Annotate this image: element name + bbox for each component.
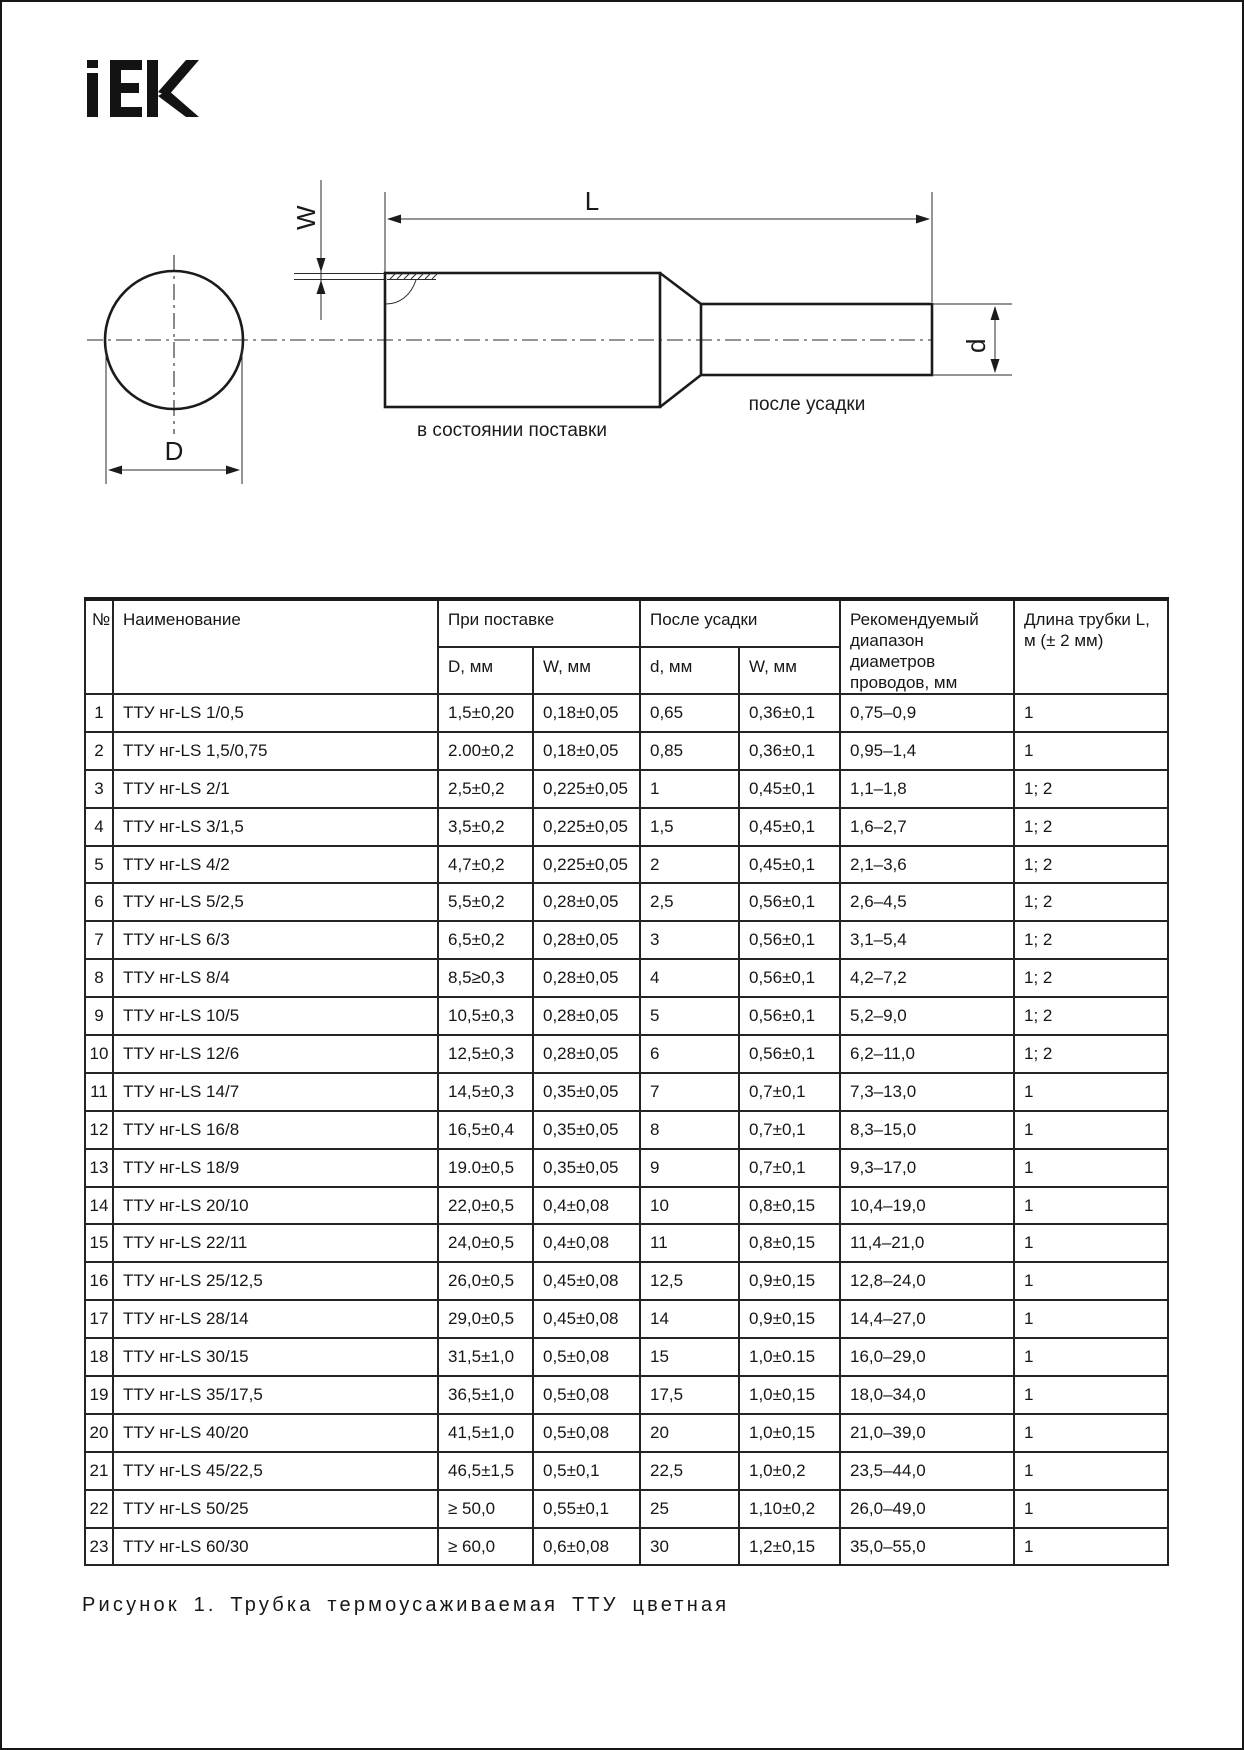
tube-length-value: 1; 2	[1014, 846, 1168, 884]
delivery-w-value: 0,28±0,05	[533, 1035, 640, 1073]
table-row	[85, 1149, 1168, 1187]
shrunk-w-value: 0,36±0,1	[739, 694, 840, 732]
delivery-w-value: 0,28±0,05	[533, 921, 640, 959]
shrunk-w-value: 1,0±0,2	[739, 1452, 840, 1490]
tube-length-value: 1	[1014, 694, 1168, 732]
delivery-w-value: 0,35±0,05	[533, 1111, 640, 1149]
shrunk-w-value: 0,7±0,1	[739, 1073, 840, 1111]
dim-label-D: D	[164, 436, 184, 466]
wire-range-value: 12,8–24,0	[840, 1262, 1014, 1300]
transition-top	[660, 273, 701, 304]
shrunk-d-value: 2,5	[640, 883, 739, 921]
row-number: 3	[85, 770, 113, 808]
table-row	[85, 1414, 1168, 1452]
product-name: ТТУ нг-LS 60/30	[113, 1528, 438, 1566]
header-delivery-group: При поставке	[438, 599, 640, 647]
figure-caption: Рисунок 1. Трубка термоусаживаемая ТТУ цветная	[82, 1594, 730, 1616]
logo-e-top	[121, 60, 142, 70]
delivery-w-value: 0,18±0,05	[533, 694, 640, 732]
row-number: 7	[85, 921, 113, 959]
bore-flare-curve	[386, 280, 416, 304]
delivery-w-value: 0,5±0,08	[533, 1376, 640, 1414]
shrunk-w-value: 0,56±0,1	[739, 883, 840, 921]
row-number: 15	[85, 1224, 113, 1262]
product-name: ТТУ нг-LS 18/9	[113, 1149, 438, 1187]
table-row	[85, 1452, 1168, 1490]
row-number: 1	[85, 694, 113, 732]
delivery-d-value: 5,5±0,2	[438, 883, 533, 921]
delivery-d-value: 29,0±0,5	[438, 1300, 533, 1338]
shrunk-w-value: 0,8±0,15	[739, 1187, 840, 1225]
wire-range-value: 35,0–55,0	[840, 1528, 1014, 1566]
shrunk-d-value: 22,5	[640, 1452, 739, 1490]
delivery-d-value: ≥ 60,0	[438, 1528, 533, 1566]
row-number: 21	[85, 1452, 113, 1490]
table-row	[85, 1111, 1168, 1149]
shrunk-w-value: 0,56±0,1	[739, 997, 840, 1035]
tube-length-value: 1	[1014, 1338, 1168, 1376]
product-name: ТТУ нг-LS 4/2	[113, 846, 438, 884]
tube-length-value: 1	[1014, 1262, 1168, 1300]
header-tube-length: Длина трубки L, м (± 2 мм)	[1014, 599, 1168, 694]
product-name: ТТУ нг-LS 20/10	[113, 1187, 438, 1225]
table-row	[85, 1224, 1168, 1262]
shrunk-w-value: 0,56±0,1	[739, 959, 840, 997]
shrunk-w-value: 0,8±0,15	[739, 1224, 840, 1262]
wire-range-value: 9,3–17,0	[840, 1149, 1014, 1187]
logo-e-stem	[110, 60, 121, 117]
product-name: ТТУ нг-LS 10/5	[113, 997, 438, 1035]
tube-length-value: 1; 2	[1014, 770, 1168, 808]
shrunk-d-value: 0,85	[640, 732, 739, 770]
shrunk-w-value: 0,45±0,1	[739, 846, 840, 884]
row-number: 5	[85, 846, 113, 884]
product-name: ТТУ нг-LS 6/3	[113, 921, 438, 959]
caption-delivery-state: в состоянии поставки	[417, 420, 607, 441]
wire-range-value: 8,3–15,0	[840, 1111, 1014, 1149]
tube-length-value: 1	[1014, 1149, 1168, 1187]
logo-e-mid	[121, 83, 139, 93]
table-row	[85, 694, 1168, 732]
row-number: 13	[85, 1149, 113, 1187]
logo-k-upper-arm	[158, 60, 199, 96]
wire-range-value: 23,5–44,0	[840, 1452, 1014, 1490]
delivery-w-value: 0,5±0,1	[533, 1452, 640, 1490]
product-name: ТТУ нг-LS 1/0,5	[113, 694, 438, 732]
row-number: 2	[85, 732, 113, 770]
row-number: 16	[85, 1262, 113, 1300]
row-number: 4	[85, 808, 113, 846]
tube-length-value: 1	[1014, 1111, 1168, 1149]
product-name: ТТУ нг-LS 2/1	[113, 770, 438, 808]
header-shrunk-w: W, мм	[739, 647, 840, 695]
shrunk-w-value: 0,7±0,1	[739, 1149, 840, 1187]
delivery-w-value: 0,28±0,05	[533, 997, 640, 1035]
table-row	[85, 1300, 1168, 1338]
shrunk-d-value: 2	[640, 846, 739, 884]
wire-range-value: 0,95–1,4	[840, 732, 1014, 770]
table-row	[85, 1035, 1168, 1073]
product-name: ТТУ нг-LS 5/2,5	[113, 883, 438, 921]
shrunk-w-value: 0,36±0,1	[739, 732, 840, 770]
table-row	[85, 1490, 1168, 1528]
table-row	[85, 1073, 1168, 1111]
shrunk-d-value: 11	[640, 1224, 739, 1262]
shrunk-w-value: 1,10±0,2	[739, 1490, 840, 1528]
shrunk-w-value: 0,7±0,1	[739, 1111, 840, 1149]
transition-bottom	[660, 375, 701, 407]
wire-range-value: 6,2–11,0	[840, 1035, 1014, 1073]
tube-length-value: 1	[1014, 1073, 1168, 1111]
delivery-w-value: 0,18±0,05	[533, 732, 640, 770]
delivery-d-value: 14,5±0,3	[438, 1073, 533, 1111]
shrunk-w-value: 0,45±0,1	[739, 770, 840, 808]
product-name: ТТУ нг-LS 3/1,5	[113, 808, 438, 846]
shrunk-d-value: 9	[640, 1149, 739, 1187]
table-row	[85, 846, 1168, 884]
shrunk-d-value: 30	[640, 1528, 739, 1566]
table-row	[85, 1528, 1168, 1566]
wire-range-value: 18,0–34,0	[840, 1376, 1014, 1414]
shrunk-d-value: 25	[640, 1490, 739, 1528]
row-number: 23	[85, 1528, 113, 1566]
header-name: Наименование	[113, 599, 438, 694]
shrunk-d-value: 20	[640, 1414, 739, 1452]
tube-length-value: 1	[1014, 732, 1168, 770]
product-name: ТТУ нг-LS 1,5/0,75	[113, 732, 438, 770]
row-number: 18	[85, 1338, 113, 1376]
logo-e-bottom	[121, 107, 142, 117]
tube-length-value: 1	[1014, 1224, 1168, 1262]
table-row	[85, 1376, 1168, 1414]
product-name: ТТУ нг-LS 12/6	[113, 1035, 438, 1073]
shrunk-d-value: 6	[640, 1035, 739, 1073]
wire-range-value: 14,4–27,0	[840, 1300, 1014, 1338]
row-number: 12	[85, 1111, 113, 1149]
wire-range-value: 16,0–29,0	[840, 1338, 1014, 1376]
delivery-w-value: 0,28±0,05	[533, 959, 640, 997]
delivery-d-value: 31,5±1,0	[438, 1338, 533, 1376]
row-number: 8	[85, 959, 113, 997]
shrunk-d-value: 8	[640, 1111, 739, 1149]
shrunk-d-value: 4	[640, 959, 739, 997]
product-name: ТТУ нг-LS 8/4	[113, 959, 438, 997]
delivery-d-value: 4,7±0,2	[438, 846, 533, 884]
product-name: ТТУ нг-LS 30/15	[113, 1338, 438, 1376]
wire-range-value: 10,4–19,0	[840, 1187, 1014, 1225]
table-row	[85, 770, 1168, 808]
shrunk-d-value: 3	[640, 921, 739, 959]
table-row	[85, 732, 1168, 770]
product-name: ТТУ нг-LS 25/12,5	[113, 1262, 438, 1300]
shrunk-w-value: 0,56±0,1	[739, 921, 840, 959]
delivery-d-value: 16,5±0,4	[438, 1111, 533, 1149]
row-number: 11	[85, 1073, 113, 1111]
spec-table	[84, 597, 1169, 1566]
header-shrunk-group: После усадки	[640, 599, 840, 647]
row-number: 9	[85, 997, 113, 1035]
dim-label-W: W	[291, 205, 321, 230]
delivery-d-value: 22,0±0,5	[438, 1187, 533, 1225]
delivery-d-value: 36,5±1,0	[438, 1376, 533, 1414]
wire-range-value: 21,0–39,0	[840, 1414, 1014, 1452]
row-number: 22	[85, 1490, 113, 1528]
delivery-d-value: 8,5≥0,3	[438, 959, 533, 997]
product-name: ТТУ нг-LS 14/7	[113, 1073, 438, 1111]
table-row	[85, 1338, 1168, 1376]
wire-range-value: 11,4–21,0	[840, 1224, 1014, 1262]
iek-logo	[87, 60, 199, 117]
header-wire-range: Рекомендуемый диапазон диаметров проводов, мм	[840, 599, 1014, 694]
wire-range-value: 2,6–4,5	[840, 883, 1014, 921]
logo-i-dot	[87, 60, 98, 68]
wire-range-value: 3,1–5,4	[840, 921, 1014, 959]
shrunk-d-value: 10	[640, 1187, 739, 1225]
shrunk-w-value: 0,45±0,1	[739, 808, 840, 846]
delivery-w-value: 0,225±0,05	[533, 846, 640, 884]
delivery-d-value: 10,5±0,3	[438, 997, 533, 1035]
tube-length-value: 1	[1014, 1490, 1168, 1528]
caption-after-shrink: после усадки	[748, 394, 866, 415]
wire-range-value: 2,1–3,6	[840, 846, 1014, 884]
product-name: ТТУ нг-LS 45/22,5	[113, 1452, 438, 1490]
shrunk-d-value: 1	[640, 770, 739, 808]
shrunk-d-value: 17,5	[640, 1376, 739, 1414]
dim-label-L: L	[584, 186, 600, 216]
logo-i-stem	[87, 73, 98, 117]
tube-length-value: 1	[1014, 1414, 1168, 1452]
delivery-d-value: 24,0±0,5	[438, 1224, 533, 1262]
delivery-w-value: 0,28±0,05	[533, 883, 640, 921]
shrunk-w-value: 1,0±0,15	[739, 1414, 840, 1452]
delivery-w-value: 0,35±0,05	[533, 1149, 640, 1187]
wire-range-value: 4,2–7,2	[840, 959, 1014, 997]
row-number: 14	[85, 1187, 113, 1225]
delivery-w-value: 0,4±0,08	[533, 1224, 640, 1262]
delivery-d-value: 6,5±0,2	[438, 921, 533, 959]
delivery-w-value: 0,225±0,05	[533, 770, 640, 808]
shrunk-d-value: 12,5	[640, 1262, 739, 1300]
delivery-w-value: 0,45±0,08	[533, 1300, 640, 1338]
shrunk-w-value: 0,9±0,15	[739, 1300, 840, 1338]
row-number: 10	[85, 1035, 113, 1073]
wire-range-value: 7,3–13,0	[840, 1073, 1014, 1111]
wire-range-value: 26,0–49,0	[840, 1490, 1014, 1528]
delivery-w-value: 0,55±0,1	[533, 1490, 640, 1528]
delivery-w-value: 0,45±0,08	[533, 1262, 640, 1300]
shrunk-w-value: 1,0±0.15	[739, 1338, 840, 1376]
header-no: №	[85, 599, 113, 694]
delivery-d-value: 2.00±0,2	[438, 732, 533, 770]
table-row	[85, 997, 1168, 1035]
product-name: ТТУ нг-LS 50/25	[113, 1490, 438, 1528]
delivery-d-value: 12,5±0,3	[438, 1035, 533, 1073]
shrunk-w-value: 1,0±0,15	[739, 1376, 840, 1414]
row-number: 19	[85, 1376, 113, 1414]
tube-length-value: 1	[1014, 1376, 1168, 1414]
table-row	[85, 1262, 1168, 1300]
table-row	[85, 1187, 1168, 1225]
shrunk-w-value: 1,2±0,15	[739, 1528, 840, 1566]
delivery-d-value: 3,5±0,2	[438, 808, 533, 846]
delivery-w-value: 0,5±0,08	[533, 1338, 640, 1376]
table-row	[85, 883, 1168, 921]
spec-table-body	[85, 694, 1168, 1565]
delivery-d-value: 41,5±1,0	[438, 1414, 533, 1452]
wire-range-value: 5,2–9,0	[840, 997, 1014, 1035]
table-row	[85, 921, 1168, 959]
delivery-w-value: 0,6±0,08	[533, 1528, 640, 1566]
tube-length-value: 1; 2	[1014, 1035, 1168, 1073]
tube-length-value: 1; 2	[1014, 959, 1168, 997]
logo-k-stem	[147, 60, 158, 117]
shrunk-d-value: 14	[640, 1300, 739, 1338]
tube-length-value: 1; 2	[1014, 997, 1168, 1035]
row-number: 20	[85, 1414, 113, 1452]
product-name: ТТУ нг-LS 16/8	[113, 1111, 438, 1149]
shrunk-w-value: 0,56±0,1	[739, 1035, 840, 1073]
header-delivery-d: D, мм	[438, 647, 533, 695]
logo-k-lower-arm	[158, 90, 199, 117]
product-name: ТТУ нг-LS 22/11	[113, 1224, 438, 1262]
product-name: ТТУ нг-LS 40/20	[113, 1414, 438, 1452]
shrunk-d-value: 0,65	[640, 694, 739, 732]
tube-technical-drawing	[2, 152, 1102, 502]
table-row	[85, 808, 1168, 846]
tube-length-value: 1; 2	[1014, 883, 1168, 921]
shrunk-d-value: 1,5	[640, 808, 739, 846]
tube-length-value: 1; 2	[1014, 808, 1168, 846]
shrunk-d-value: 15	[640, 1338, 739, 1376]
tube-length-value: 1	[1014, 1300, 1168, 1338]
delivery-w-value: 0,5±0,08	[533, 1414, 640, 1452]
delivery-d-value: ≥ 50,0	[438, 1490, 533, 1528]
tube-length-value: 1	[1014, 1452, 1168, 1490]
header-shrunk-d: d, мм	[640, 647, 739, 695]
wire-range-value: 1,1–1,8	[840, 770, 1014, 808]
product-name: ТТУ нг-LS 35/17,5	[113, 1376, 438, 1414]
shrunk-w-value: 0,9±0,15	[739, 1262, 840, 1300]
delivery-d-value: 1,5±0,20	[438, 694, 533, 732]
wire-range-value: 1,6–2,7	[840, 808, 1014, 846]
delivery-w-value: 0,225±0,05	[533, 808, 640, 846]
delivery-d-value: 46,5±1,5	[438, 1452, 533, 1490]
tube-length-value: 1	[1014, 1187, 1168, 1225]
spec-table-wrap	[84, 597, 1169, 1566]
delivery-d-value: 2,5±0,2	[438, 770, 533, 808]
wire-range-value: 0,75–0,9	[840, 694, 1014, 732]
row-number: 17	[85, 1300, 113, 1338]
spec-table-header	[85, 599, 1168, 694]
delivery-w-value: 0,4±0,08	[533, 1187, 640, 1225]
product-name: ТТУ нг-LS 28/14	[113, 1300, 438, 1338]
table-row	[85, 959, 1168, 997]
header-delivery-w: W, мм	[533, 647, 640, 695]
shrunk-d-value: 7	[640, 1073, 739, 1111]
delivery-d-value: 19.0±0,5	[438, 1149, 533, 1187]
delivery-w-value: 0,35±0,05	[533, 1073, 640, 1111]
tube-length-value: 1; 2	[1014, 921, 1168, 959]
dim-label-d: d	[961, 338, 991, 353]
row-number: 6	[85, 883, 113, 921]
tube-length-value: 1	[1014, 1528, 1168, 1566]
shrunk-d-value: 5	[640, 997, 739, 1035]
delivery-d-value: 26,0±0,5	[438, 1262, 533, 1300]
